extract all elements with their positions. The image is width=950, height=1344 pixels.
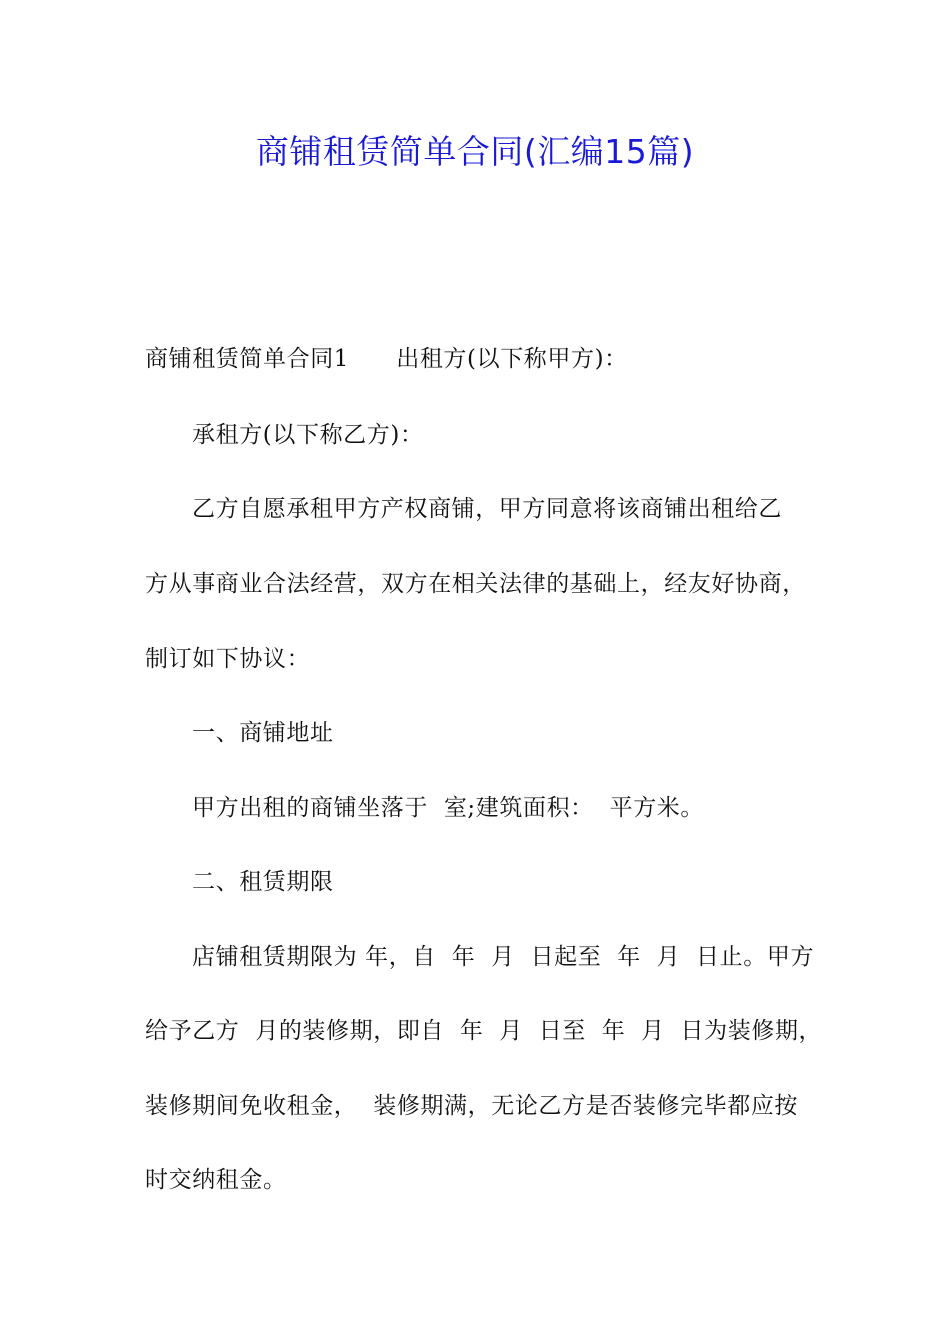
paragraph-line: 商铺租赁简单合同1 出租方(以下称甲方)： bbox=[145, 346, 628, 372]
paragraph-line: 制订如下协议： bbox=[145, 646, 311, 672]
document-title: 商铺租赁简单合同(汇编15篇) bbox=[255, 132, 695, 171]
section-heading: 二、租赁期限 bbox=[192, 869, 334, 895]
section-heading: 一、商铺地址 bbox=[192, 720, 334, 746]
paragraph-line: 装修期间免收租金， 装修期满，无论乙方是否装修完毕都应按 bbox=[145, 1093, 799, 1119]
paragraph-line: 时交纳租金。 bbox=[145, 1167, 287, 1193]
paragraph-line: 方从事商业合法经营，双方在相关法律的基础上，经友好协商， bbox=[145, 571, 806, 597]
paragraph-line: 承租方(以下称乙方)： bbox=[192, 422, 424, 448]
paragraph-line: 店铺租赁期限为 年，自 年 月 日起至 年 月 日止。甲方 bbox=[192, 944, 815, 970]
paragraph-line: 甲方出租的商铺坐落于 室;建筑面积： 平方米。 bbox=[192, 795, 704, 821]
paragraph-line: 给予乙方 月的装修期，即自 年 月 日至 年 月 日为装修期， bbox=[145, 1018, 823, 1044]
paragraph-line: 乙方自愿承租甲方产权商铺，甲方同意将该商铺出租给乙 bbox=[192, 496, 782, 522]
